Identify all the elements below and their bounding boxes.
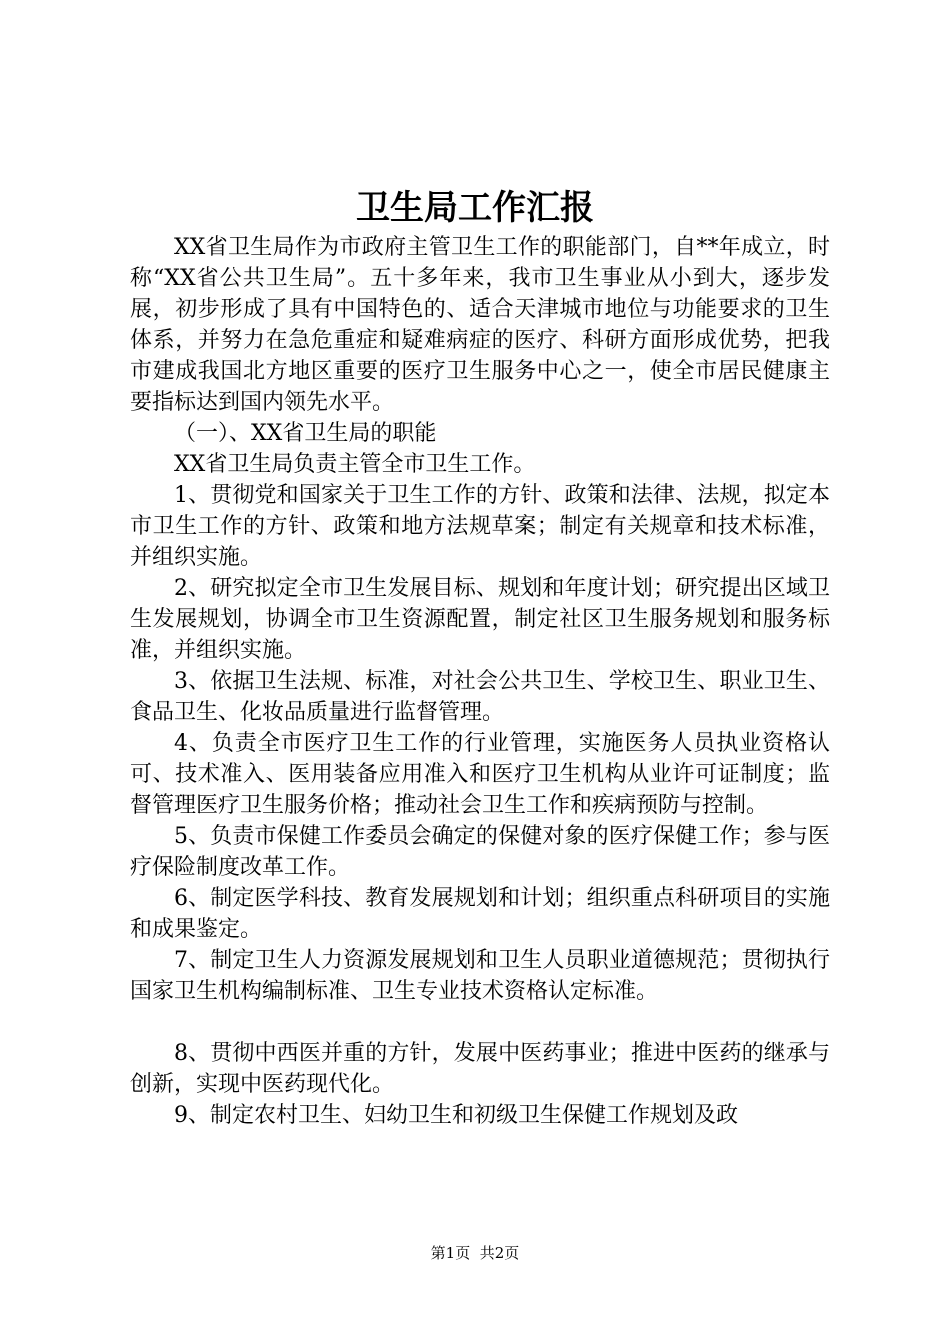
list-item-6: 6、制定医学科技、教育发展规划和计划；组织重点科研项目的实施和成果鉴定。 <box>130 886 830 942</box>
page-total: 共2页 <box>479 1244 520 1262</box>
list-item-5: 5、负责市保健工作委员会确定的保健对象的医疗保健工作；参与医疗保险制度改革工作。 <box>130 824 830 880</box>
body-paragraph: XX省卫生局负责主管全市卫生工作。 <box>174 452 536 477</box>
page-number: 第1页 <box>430 1244 471 1262</box>
list-item-9: 9、制定农村卫生、妇幼卫生和初级卫生保健工作规划及政 <box>174 1103 738 1128</box>
page-footer <box>0 1243 950 1263</box>
list-item-1: 1、贯彻党和国家关于卫生工作的方针、政策和法律、法规，拟定本市卫生工作的方针、政策和地方法规草案；制定有关规章和技术标准，并组织实施。 <box>130 483 830 570</box>
list-item-7: 7、制定卫生人力资源发展规划和卫生人员职业道德规范；贯彻执行国家卫生机构编制标准、卫生专业技术资格认定标准。 <box>130 948 830 1004</box>
list-item-8: 8、贯彻中西医并重的方针，发展中医药事业；推进中医药的继承与创新，实现中医药现代化。 <box>130 1041 830 1097</box>
document-title: 卫生局工作汇报 <box>356 188 594 228</box>
list-item-3: 3、依据卫生法规、标准，对社会公共卫生、学校卫生、职业卫生、食品卫生、化妆品质量进行监督管理。 <box>130 669 830 725</box>
section-heading: （一）、XX省卫生局的职能 <box>174 421 437 446</box>
list-item-2: 2、研究拟定全市卫生发展目标、规划和年度计划；研究提出区域卫生发展规划，协调全市卫生资源配置，制定社区卫生服务规划和服务标准，并组织实施。 <box>130 576 830 663</box>
intro-paragraph: XX省卫生局作为市政府主管卫生工作的职能部门，自**年成立，时称“XX省公共卫生局”。五十多年来，我市卫生事业从小到大，逐步发展，初步形成了具有中国特色的、适合天津城市地位与功能要求的卫生体系，并努力在急危重症和疑难病症的医疗、科研方面形成优势，把我市建成我国北方地区重要的医疗卫生服务中心之一，使全市居民健康主要指标达到国内领先水平。 <box>130 235 830 415</box>
list-item-4: 4、负责全市医疗卫生工作的行业管理，实施医务人员执业资格认可、技术准入、医用装备应用准入和医疗卫生机构从业许可证制度；监督管理医疗卫生服务价格；推动社会卫生工作和疾病预防与控制。 <box>130 731 830 818</box>
document-body <box>130 232 830 1131</box>
